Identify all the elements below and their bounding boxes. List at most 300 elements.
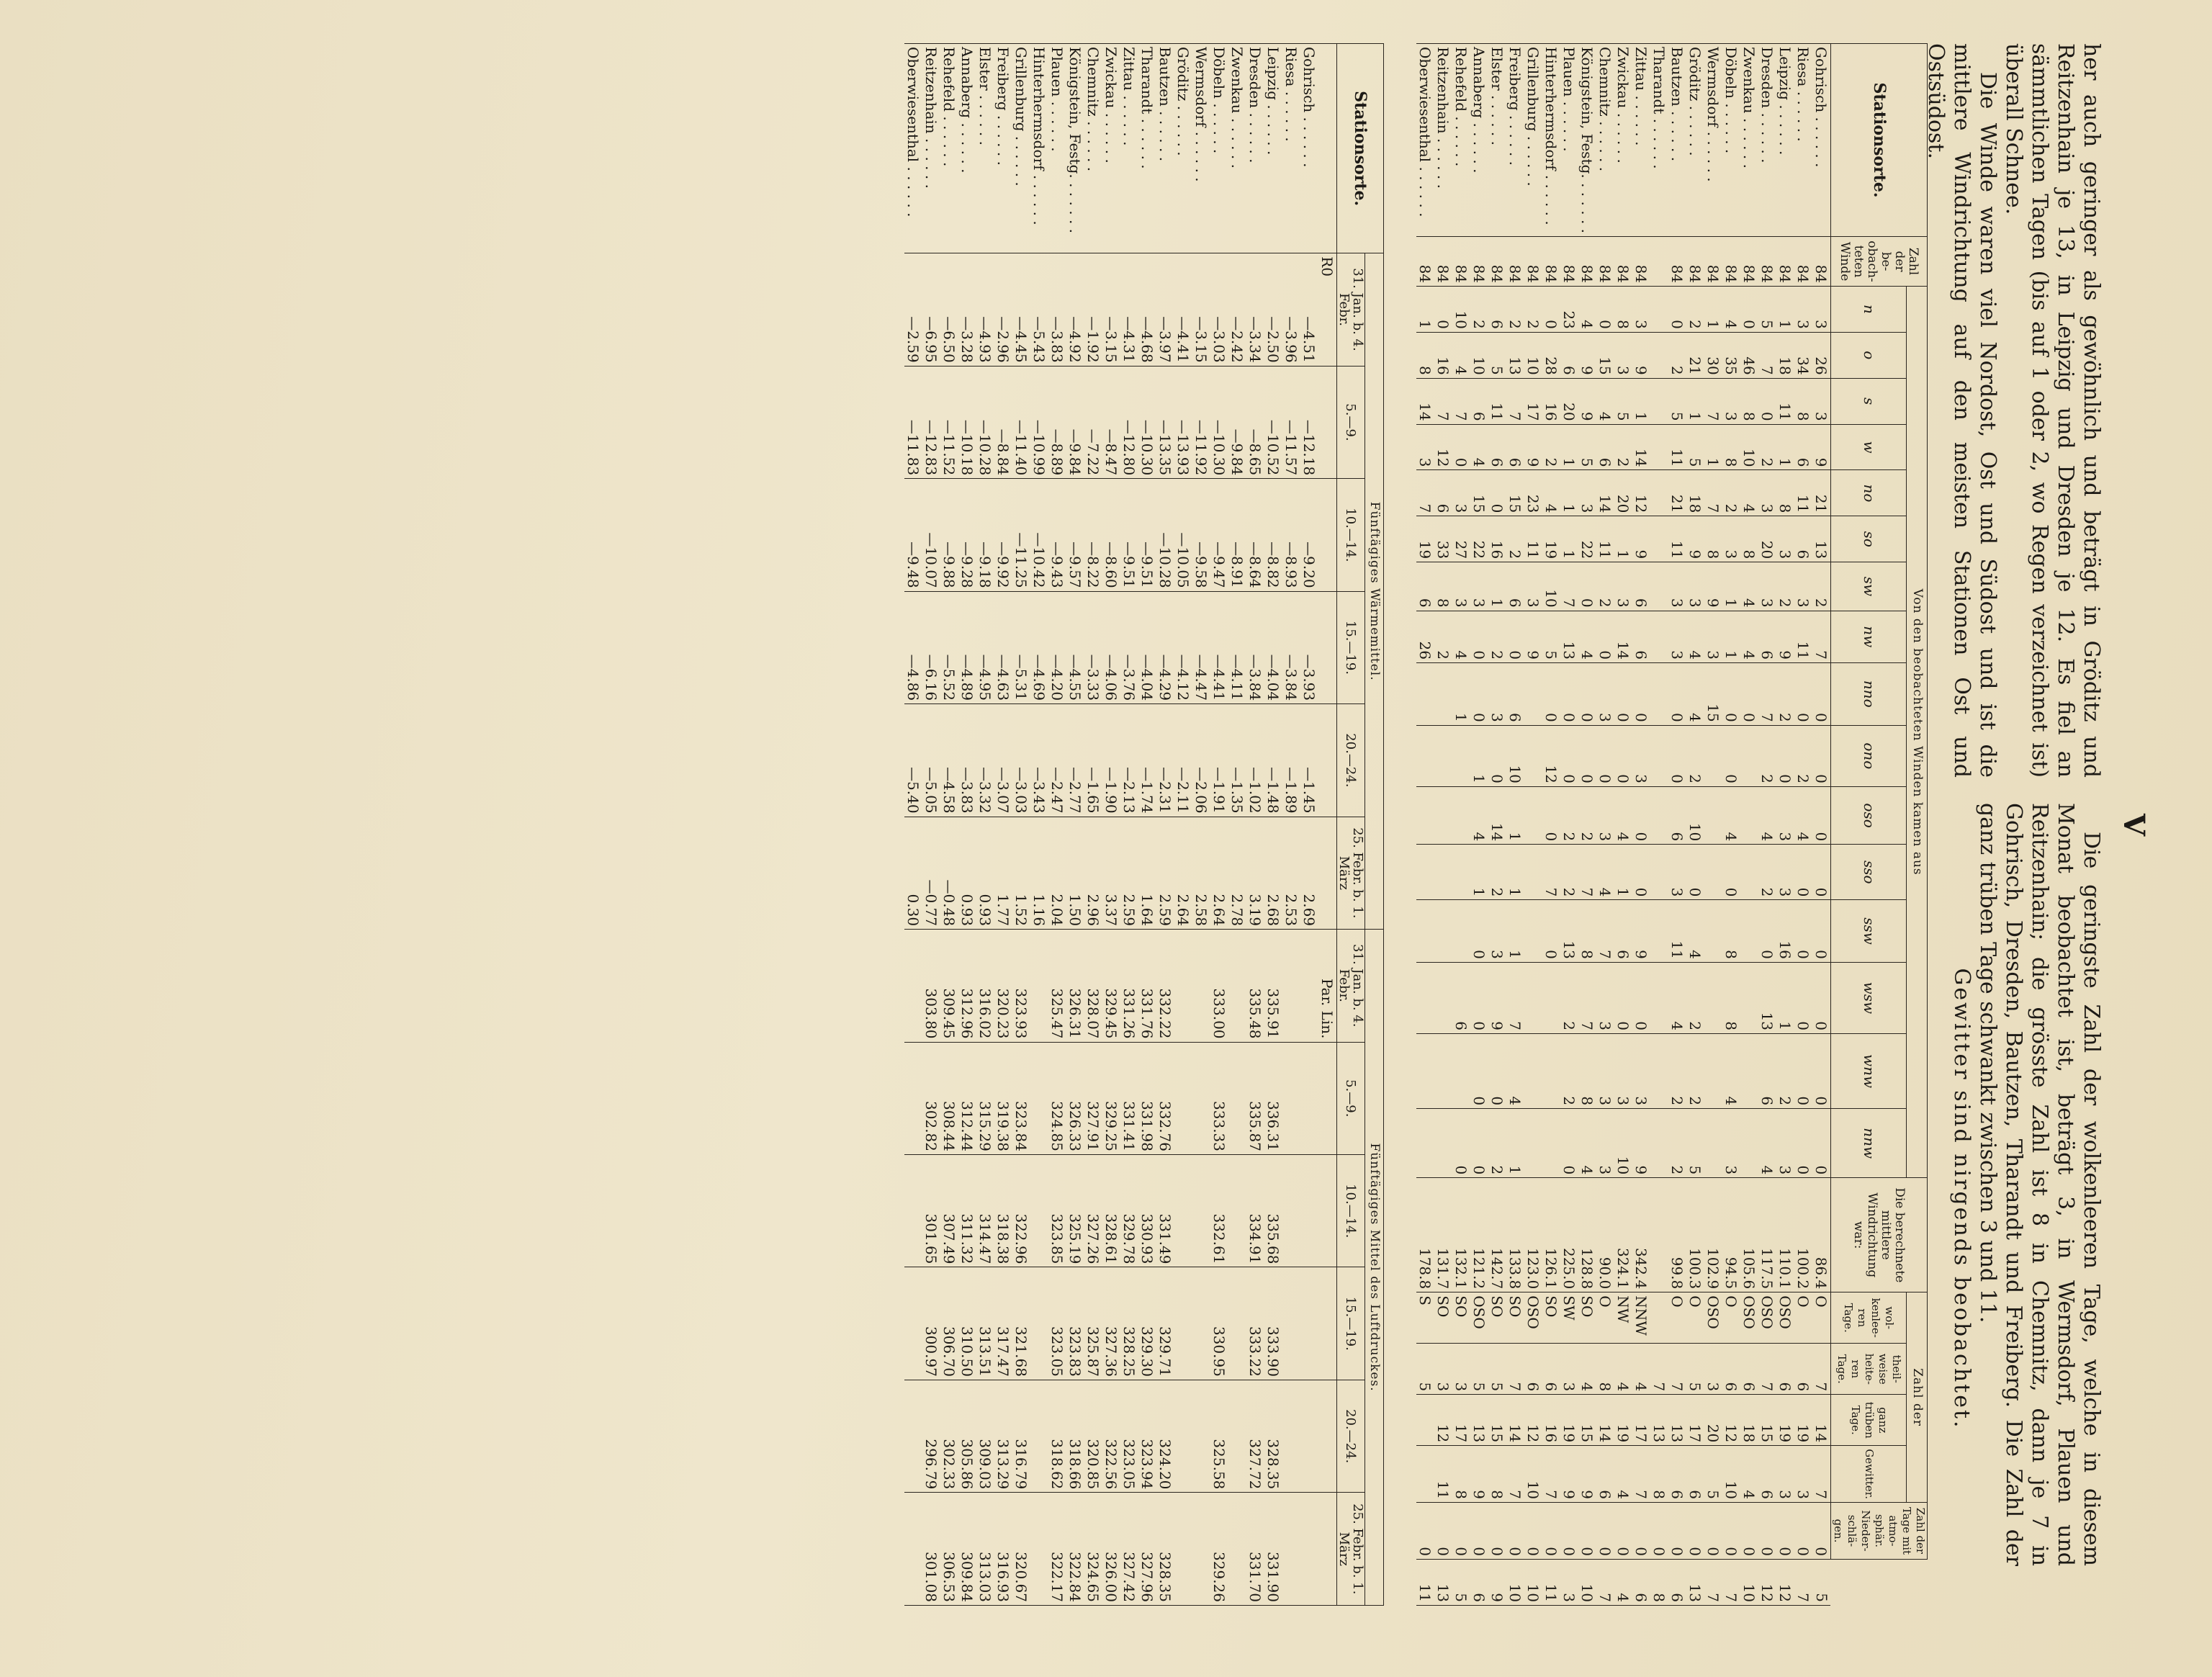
table-cell: 4 [1686,662,1704,725]
mean-direction: SO [1578,1292,1596,1344]
table-cell: 2 [1614,424,1632,470]
table-cell: 9 [1524,611,1542,662]
table-cell [1416,662,1434,725]
table-cell: 3 [1452,470,1470,516]
table-cell: 0 [1596,725,1614,786]
table-cell: 322.84 [1066,1493,1084,1606]
table-cell: 84 [1740,237,1758,287]
table-cell: —3.76 [1120,591,1138,703]
table-cell: 0 [1668,1502,1686,1559]
table-cell: —1.35 [1228,704,1246,817]
table-cell: —2.59 [904,253,922,366]
table-cell: 6 [1470,378,1488,424]
table-cell: 5 [1578,424,1596,470]
table-cell: 315.29 [976,1042,994,1154]
table-cell: 323.84 [1012,1042,1030,1154]
table-cell [1704,1034,1722,1109]
table-cell: 305.86 [958,1380,976,1492]
table-cell: 17 [1632,1395,1650,1446]
table-cell [1030,930,1048,1042]
table-cell: 0 [1794,1109,1812,1178]
mean-direction: O [1722,1292,1740,1344]
table-cell: 3 [1452,1344,1470,1395]
mean-direction: SW [1560,1292,1578,1344]
table-cell: —6.95 [922,253,940,366]
table-cell: 0 [1794,1502,1812,1559]
table-row [1560,44,1578,1606]
table-cell: 10 [1524,1446,1542,1503]
table-cell: 1 [1614,845,1632,900]
table-cell [1650,725,1668,786]
station-name: Hinterhermsdorf . . . . . . [1030,44,1048,253]
table-row [958,44,976,1606]
table-cell: 11 [1524,516,1542,562]
table-cell: 306.70 [940,1267,958,1380]
table-cell: 2 [1722,470,1740,516]
station-name: Zwickau . . . . . . [1614,44,1632,237]
table-cell: 7 [1812,611,1831,662]
table-cell: —3.07 [994,704,1012,817]
table-cell: 14 [1632,424,1650,470]
mean-direction: OSO [1776,1292,1794,1344]
table-cell: 0 [1776,1502,1794,1559]
table-cell [1650,611,1668,662]
table-cell: 7 [1704,378,1722,424]
table-cell: 18 [1776,332,1794,378]
table-cell: 10 [1740,424,1758,470]
table-cell [904,930,922,1042]
table-cell: 329.26 [1210,1493,1228,1606]
table-cell: 4 [1542,470,1560,516]
table-cell: 84 [1704,237,1722,287]
table-cell: —3.15 [1192,253,1210,366]
table-cell: 16 [1434,332,1452,378]
table-cell: —4.04 [1264,591,1282,703]
table-cell: 0 [1722,1502,1740,1559]
table-cell: 20 [1614,470,1632,516]
table-cell: 331.76 [1138,930,1156,1042]
table-cell [1416,1395,1434,1446]
table-cell: 7 [1722,1559,1740,1605]
table-cell: 7 [1632,1446,1650,1503]
period-header: 31. Jan. b. 4. Febr. [1337,930,1365,1042]
table-cell: 12 [1434,1395,1452,1446]
mean-direction: O [1794,1292,1812,1344]
table-cell: —11.25 [1012,479,1030,591]
station-name: Dresden . . . . . . [1246,44,1264,253]
table-cell: 4 [1794,786,1812,844]
table-cell: 6 [1506,562,1524,611]
table-cell: 6 [1686,1446,1704,1503]
table-cell: 100.3 [1686,1178,1704,1292]
table-cell: 0 [1470,662,1488,725]
table-cell: 0 [1668,662,1686,725]
table-cell: 16 [1488,516,1506,562]
table-cell: 0.93 [958,817,976,929]
table-cell: 0 [1434,287,1452,333]
table-cell: 0 [1632,662,1650,725]
table-cell: —9.28 [958,479,976,591]
unit-blank [1318,44,1337,253]
table-cell: 328.61 [1102,1155,1120,1267]
table-cell: —2.47 [1048,704,1066,817]
table-cell: 9 [1704,562,1722,611]
table-cell: 225.0 [1560,1178,1578,1292]
table-cell [1416,900,1434,962]
table-cell: 2.59 [1120,817,1138,929]
table-cell [1434,1034,1452,1109]
table-cell: 0 [1794,900,1812,962]
table-cell: —3.34 [1246,253,1264,366]
table-cell: 20 [1704,1395,1722,1446]
table-cell: 320.85 [1084,1380,1102,1492]
table-cell: 5 [1758,287,1776,333]
table-cell: —2.31 [1156,704,1174,817]
table-cell: 9 [1488,962,1506,1033]
table-cell: 128.8 [1578,1178,1596,1292]
station-name: Gröditz . . . . . . [1686,44,1704,237]
station-name: Bautzen . . . . . . [1668,44,1686,237]
prose-right-para-1: Die geringste Zahl der wolkenleeren Tage, welche in diesem Monat beobachtet ist, beträgt 3, in Wermsdorf, Plauen und Reitzenhain; die grösste Zahl ist 8 in Chemnitz, dann je 7 in Gohrisch, Dresden, Bautzen, Tharandt und Freiberg. Die Zahl der ganz trüben Tage schwankt zwischen 3 und 11. [1975,803,2104,1566]
station-name: Königstein, Festg. . . . . . . [1066,44,1084,253]
table-cell: 8 [1434,562,1452,611]
table-cell: 10 [1470,332,1488,378]
table-cell: 5 [1614,378,1632,424]
table-cell: 0 [1488,1502,1506,1559]
table-cell: 7 [1704,470,1722,516]
table-cell: 3 [1614,332,1632,378]
table-cell [904,1493,922,1606]
table-cell: 4 [1668,962,1686,1033]
table-cell [1282,1493,1300,1606]
station-name: Döbeln . . . . . . [1210,44,1228,253]
table-cell: 2 [1470,287,1488,333]
table-cell: —11.40 [1012,366,1030,478]
table-cell: —11.52 [940,366,958,478]
table-cell: 84 [1470,237,1488,287]
table-cell: 5 [1470,1344,1488,1395]
table-cell: 2 [1524,287,1542,333]
table-cell: 4 [1578,611,1596,662]
table-cell: 10 [1524,1559,1542,1605]
table-cell: —3.32 [976,704,994,817]
table-cell: —4.63 [994,591,1012,703]
table-cell: 13 [1668,1395,1686,1446]
table-cell: 3 [1470,562,1488,611]
table-cell: 3 [1722,1109,1740,1178]
table-cell: 2.69 [1300,817,1318,929]
table-cell: —1.91 [1210,704,1228,817]
table-cell: 307.49 [940,1155,958,1267]
table-cell: 2 [1794,725,1812,786]
table-cell: 6 [1506,662,1524,725]
station-name: Zwenkau . . . . . . [1228,44,1246,253]
table-cell: 331.98 [1138,1042,1156,1154]
table-cell: 7 [1596,900,1614,962]
table-cell: 0 [1722,845,1740,900]
table-cell: 3 [1776,1446,1794,1503]
table-cell: 321.68 [1012,1267,1030,1380]
table-cell: 19 [1560,1395,1578,1446]
mean-direction: SO [1488,1292,1506,1344]
table-cell: —8.47 [1102,366,1120,478]
station-name: Gröditz . . . . . . [1174,44,1192,253]
table-cell: —13.35 [1156,366,1174,478]
table-cell [1704,1109,1722,1178]
table-cell: 8 [1776,470,1794,516]
table-row [1030,44,1048,1606]
table-cell: 3 [1596,962,1614,1033]
table-cell: 0 [1596,287,1614,333]
table-cell [1030,1155,1048,1267]
table-cell: 1 [1416,287,1434,333]
table-cell: 6 [1794,1344,1812,1395]
table-cell: 309.84 [958,1493,976,1606]
table-cell: 4 [1470,424,1488,470]
period-header: 15.—19. [1337,1267,1365,1380]
table-cell: 2 [1668,332,1686,378]
table-cell: 0 [1740,287,1758,333]
table-cell: 8 [1740,378,1758,424]
table-cell [1416,1446,1434,1503]
table-cell: 5 [1686,1344,1704,1395]
table-row [1488,44,1506,1606]
table-cell: 0 [1542,662,1560,725]
page-number: V [2117,814,2151,837]
mean-direction: OSO [1524,1292,1542,1344]
table-cell: 1 [1686,378,1704,424]
table-cell: —5.52 [940,591,958,703]
table-cell: 1 [1506,900,1524,962]
table-cell: 6 [1614,900,1632,962]
table-row [1048,44,1066,1606]
table-cell: 7 [1542,1446,1560,1503]
table-cell: 11 [1488,378,1506,424]
table-cell: 8 [1794,378,1812,424]
table-cell: 4 [1614,1559,1632,1605]
table-cell [1740,962,1758,1033]
table-cell: 4 [1722,786,1740,844]
table-cell: 17 [1686,1395,1704,1446]
wind-dir-header: nw [1831,611,1907,662]
table-cell: —4.12 [1174,591,1192,703]
table-cell: 0 [1596,611,1614,662]
table-cell: 2.68 [1264,817,1282,929]
table-cell: 11 [1668,424,1686,470]
table-cell: 2 [1542,424,1560,470]
table-cell: 26 [1812,332,1831,378]
station-name: Zittau . . . . . . [1632,44,1650,237]
table-cell: 11 [1434,1446,1452,1503]
table-cell: 84 [1776,237,1794,287]
mean-direction: O [1686,1292,1704,1344]
table-cell: 7 [1668,1344,1686,1395]
table-cell [1524,786,1542,844]
table-cell: 3 [1794,287,1812,333]
table-cell: —8.93 [1282,479,1300,591]
table-cell: 0 [1812,900,1831,962]
table-cell: 28 [1542,332,1560,378]
table-row [1210,44,1228,1606]
table-cell: —4.06 [1102,591,1120,703]
table-cell [1300,1042,1318,1154]
table-cell: 4 [1506,1034,1524,1109]
table-cell: 1 [1704,287,1722,333]
table-cell: 16 [1542,378,1560,424]
table-cell: 333.22 [1246,1267,1264,1380]
table-cell: 1 [1560,470,1578,516]
station-name: Rehefeld . . . . . . [1452,44,1470,237]
table-cell [1174,1155,1192,1267]
table-cell: 84 [1452,237,1470,287]
table-cell: 6 [1794,516,1812,562]
table-cell [1704,900,1722,962]
table-cell: 0 [1722,725,1740,786]
table-cell: —9.51 [1120,479,1138,591]
table-cell: —9.51 [1138,479,1156,591]
table-cell: 3 [1668,562,1686,611]
table-cell [1282,1155,1300,1267]
table-cell: 3 [1578,470,1596,516]
table-cell: 19 [1776,1395,1794,1446]
table-row [1192,44,1210,1606]
table-cell: —3.93 [1300,591,1318,703]
table-cell: 3 [1560,1559,1578,1605]
table-cell: —4.55 [1066,591,1084,703]
table-cell: 6 [1632,1559,1650,1605]
table-cell [1282,1380,1300,1492]
table-cell: —2.96 [994,253,1012,366]
table-cell: 133.8 [1506,1178,1524,1292]
station-name: Leipzig . . . . . . [1264,44,1282,253]
table-cell: 0.93 [976,817,994,929]
table-cell: 8 [1722,424,1740,470]
table-cell [1542,1034,1560,1109]
table-cell: 0.30 [904,817,922,929]
table-cell: 328.07 [1084,930,1102,1042]
table-cell: —9.20 [1300,479,1318,591]
table-cell: 301.65 [922,1155,940,1267]
table-cell: 0 [1812,1034,1831,1109]
table-cell: 3 [1668,611,1686,662]
table-cell: 3 [1758,562,1776,611]
table-cell: 84 [1794,237,1812,287]
table-cell: 335.87 [1246,1042,1264,1154]
table-cell: 11 [1776,378,1794,424]
table-cell: 313.03 [976,1493,994,1606]
table-cell: 4 [1740,470,1758,516]
table-cell: 6 [1794,424,1812,470]
table-cell: 86.4 [1812,1178,1831,1292]
unit-blank [1318,479,1337,591]
table-cell: 3 [1812,287,1831,333]
table-cell [1650,424,1668,470]
station-name: Zwenkau . . . . . . [1740,44,1758,237]
table-cell: 0 [1470,1109,1488,1178]
table-cell: 4 [1722,1034,1740,1109]
table-cell: 110.1 [1776,1178,1794,1292]
table-cell: 0 [1632,1502,1650,1559]
table-cell [1192,1380,1210,1492]
table-cell: 13 [1470,1395,1488,1446]
wind-dir-header: wsw [1831,962,1907,1033]
tp-group-press: Fünftägiges Mittel des Luftdruckes. [1365,930,1384,1606]
table-cell: —4.04 [1138,591,1156,703]
table-cell: 7 [1650,1344,1668,1395]
station-name: Grillenburg . . . . . . [1012,44,1030,253]
table-cell [1192,1042,1210,1154]
table-cell: —3.43 [1030,704,1048,817]
unit-blank [1318,704,1337,817]
table-cell: 323.05 [1048,1267,1066,1380]
table-cell: —8.65 [1246,366,1264,478]
table-cell: —3.15 [1102,253,1120,366]
table-cell: 7 [1416,470,1434,516]
table-cell: 9 [1578,1446,1596,1503]
table-cell: 2.53 [1282,817,1300,929]
station-name: Oberwiesenthal . . . . . . [1416,44,1434,237]
table-cell: 9 [1470,1446,1488,1503]
table-cell: 311.32 [958,1155,976,1267]
table-cell: 3 [1794,562,1812,611]
table-cell: 23 [1560,287,1578,333]
table-cell [1282,1267,1300,1380]
table-cell: 7 [1506,962,1524,1033]
table-cell: 0 [1794,845,1812,900]
table-cell: 26 [1416,611,1434,662]
table-cell: 0 [1488,1034,1506,1109]
table-cell: —10.42 [1030,479,1048,591]
table-cell: 9 [1632,900,1650,962]
table-cell: 2.58 [1192,817,1210,929]
station-name: Hinterhermsdorf . . . . . . [1542,44,1560,237]
station-name: Gohrisch . . . . . . [1812,44,1831,237]
table-cell [1416,1109,1434,1178]
table-row [1794,44,1812,1606]
table-cell [1452,900,1470,962]
table-cell: 2 [1686,1034,1704,1109]
table-cell: 1.16 [1030,817,1048,929]
table-cell: —12.18 [1300,366,1318,478]
table-cell: 8 [1578,1034,1596,1109]
table-cell: 7 [1758,332,1776,378]
table-cell: 318.62 [1048,1380,1066,1492]
mean-direction: SO [1506,1292,1524,1344]
table-cell: 2 [1506,287,1524,333]
table-cell: 23 [1524,470,1542,516]
table-cell [904,1155,922,1267]
table-cell: 2 [1488,845,1506,900]
table-cell: 296.79 [922,1380,940,1492]
table-cell: 4 [1740,562,1758,611]
table-cell [1650,900,1668,962]
mean-direction: OSO [1740,1292,1758,1344]
table-cell: 17 [1524,378,1542,424]
table-cell: —4.41 [1174,253,1192,366]
table-cell: —5.40 [904,704,922,817]
table-cell: 9 [1686,516,1704,562]
table-cell: 306.53 [940,1493,958,1606]
table-cell: 105.6 [1740,1178,1758,1292]
table-cell [1416,962,1434,1033]
table-cell: 4 [1578,1344,1596,1395]
table-cell: 6 [1434,470,1452,516]
table-cell: 5 [1416,1344,1434,1395]
table-cell: 327.91 [1084,1042,1102,1154]
table-cell: —3.33 [1084,591,1102,703]
table-cell: —4.29 [1156,591,1174,703]
period-header: 5.—9. [1337,366,1365,478]
